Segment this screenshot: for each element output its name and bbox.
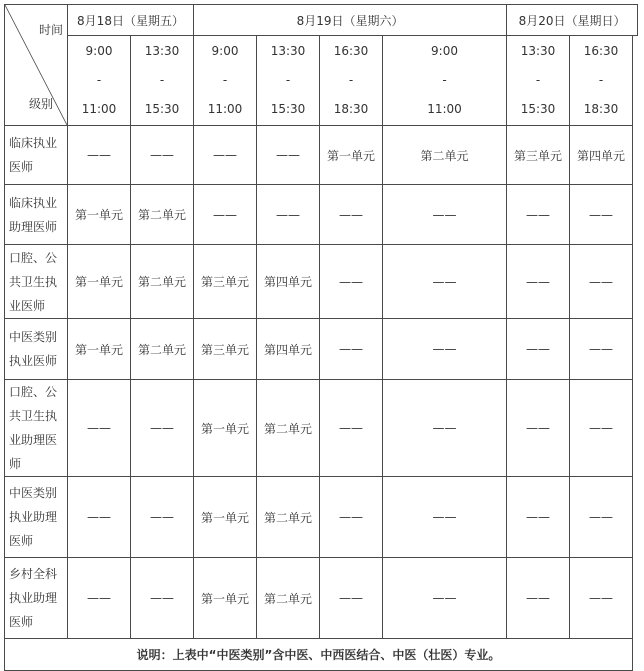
schedule-cell: 第三单元 [507,126,570,185]
time-slot-start: 13:30 [144,44,180,58]
schedule-cell: 第一单元 [320,126,383,185]
time-slot-sep: - [285,73,291,87]
schedule-cell: 第二单元 [383,126,507,185]
time-slot-sep: - [96,73,102,87]
table-row [5,477,638,558]
time-slot-6 [507,36,570,126]
note-row [5,639,638,671]
time-slot-sep: - [535,73,541,87]
schedule-cell: —— [131,477,194,558]
schedule-cell: 第二单元 [131,319,194,380]
time-label: 时间 [38,23,63,37]
note-text: 说明：上表中“中医类别”含中医、中西医结合、中医（壮医）专业。 [5,639,633,671]
schedule-cell: 第四单元 [570,126,633,185]
row-label: 口腔、公共卫生执业助理医师 [5,380,68,477]
date-header-row [5,5,638,36]
table-row [5,380,638,477]
schedule-cell: —— [320,477,383,558]
time-slot-row [5,36,638,126]
table-row [5,126,638,185]
row-label: 中医类别执业助理医师 [5,477,68,558]
schedule-cell: —— [194,126,257,185]
time-slot-3 [257,36,320,126]
table-row [5,245,638,319]
time-slot-start: 9:00 [85,44,113,58]
level-label: 级别 [29,97,54,111]
time-slot-sep: - [598,73,604,87]
row-label: 临床执业助理医师 [5,185,68,245]
time-slot-end: 11:00 [81,102,117,116]
row-label: 中医类别执业医师 [5,319,68,380]
schedule-cell: —— [570,380,633,477]
corner-cell [5,5,68,126]
time-slot-4 [320,36,383,126]
schedule-cell: —— [570,558,633,639]
schedule-cell: —— [383,245,507,319]
row-label: 口腔、公共卫生执业医师 [5,245,68,319]
schedule-cell: —— [383,185,507,245]
date-aug19: 8月19日（星期六） [194,5,507,36]
schedule-cell: —— [320,245,383,319]
schedule-cell: —— [131,380,194,477]
time-slot-start: 9:00 [431,44,458,58]
schedule-cell: 第一单元 [68,245,131,319]
schedule-cell: —— [570,185,633,245]
schedule-cell: 第二单元 [257,380,320,477]
schedule-cell: —— [507,380,570,477]
exam-schedule-table [4,4,638,671]
time-slot-start: 16:30 [583,44,619,58]
date-aug18: 8月18日（星期五） [68,5,194,36]
schedule-cell: 第二单元 [131,245,194,319]
schedule-cell: —— [131,126,194,185]
time-slot-end: 11:00 [207,102,243,116]
schedule-cell: 第一单元 [194,477,257,558]
schedule-cell: —— [68,126,131,185]
schedule-cell: —— [383,558,507,639]
time-slot-end: 15:30 [270,102,306,116]
schedule-cell: —— [131,558,194,639]
schedule-cell: —— [507,185,570,245]
time-slot-2 [194,36,257,126]
time-slot-sep: - [348,73,354,87]
schedule-cell: —— [507,245,570,319]
time-slot-start: 13:30 [520,44,556,58]
time-slot-5 [383,36,507,126]
schedule-cell: —— [383,319,507,380]
schedule-cell: —— [383,380,507,477]
time-slot-start: 16:30 [333,44,369,58]
schedule-cell: —— [507,477,570,558]
schedule-cell: —— [320,558,383,639]
time-slot-end: 15:30 [144,102,180,116]
schedule-cell: 第二单元 [131,185,194,245]
date-aug20: 8月20日（星期日） [507,5,638,36]
row-label: 临床执业医师 [5,126,68,185]
schedule-cell: —— [507,319,570,380]
schedule-cell: 第一单元 [68,319,131,380]
time-slot-sep: - [442,73,447,87]
time-slot-end: 18:30 [333,102,369,116]
schedule-cell: —— [68,380,131,477]
schedule-cell: —— [320,185,383,245]
schedule-cell: 第一单元 [194,558,257,639]
time-slot-end: 18:30 [583,102,619,116]
time-slot-start: 13:30 [270,44,306,58]
schedule-cell: 第四单元 [257,245,320,319]
schedule-cell: —— [383,477,507,558]
schedule-cell: 第三单元 [194,245,257,319]
time-slot-sep: - [159,73,165,87]
schedule-cell: —— [320,319,383,380]
time-slot-7 [570,36,633,126]
schedule-cell: —— [570,477,633,558]
schedule-cell: 第四单元 [257,319,320,380]
time-slot-sep: - [222,73,228,87]
time-slot-start: 9:00 [211,44,239,58]
schedule-cell: 第二单元 [257,558,320,639]
time-slot-0 [68,36,131,126]
schedule-cell: —— [570,245,633,319]
time-slot-end: 11:00 [427,102,462,116]
schedule-cell: —— [68,558,131,639]
schedule-cell: —— [68,477,131,558]
table-row [5,319,638,380]
schedule-cell: —— [257,126,320,185]
schedule-cell: —— [257,185,320,245]
schedule-cell: —— [194,185,257,245]
schedule-cell: 第二单元 [257,477,320,558]
row-label: 乡村全科执业助理医师 [5,558,68,639]
schedule-cell: 第一单元 [194,380,257,477]
schedule-cell: 第一单元 [68,185,131,245]
schedule-cell: —— [507,558,570,639]
time-slot-1 [131,36,194,126]
schedule-cell: —— [320,380,383,477]
table-row [5,185,638,245]
time-slot-end: 15:30 [520,102,556,116]
schedule-cell: —— [570,319,633,380]
schedule-cell: 第三单元 [194,319,257,380]
table-row [5,558,638,639]
